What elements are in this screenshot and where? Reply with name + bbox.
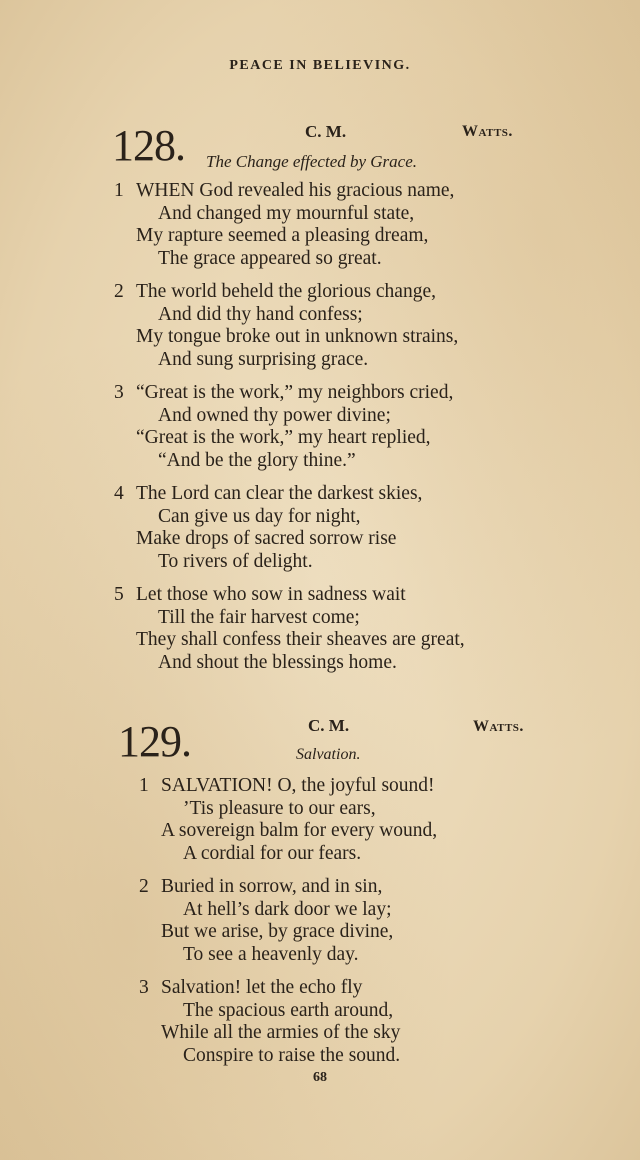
stanza-line: And did thy hand confess; <box>158 303 363 325</box>
stanza-line <box>114 180 454 203</box>
stanza-line: To rivers of delight. <box>158 550 313 572</box>
stanza-line: While all the armies of the sky <box>161 1022 401 1043</box>
stanza-2 <box>139 876 393 966</box>
stanza-line-text: Salvation! let the echo fly <box>161 977 363 998</box>
stanza-line: But we arise, by grace divine, <box>161 921 394 942</box>
stanza-number: 4 <box>114 483 124 504</box>
hymn-number: 128. <box>112 121 185 170</box>
stanza-line: To see a heavenly day. <box>183 943 359 965</box>
stanza-3 <box>114 382 453 472</box>
stanza-5 <box>114 584 465 674</box>
hymn-author: Watts. <box>473 718 524 735</box>
stanza-line <box>139 977 400 1000</box>
stanza-line <box>139 775 437 798</box>
stanza-line-text: The Lord can clear the darkest skies, <box>136 483 423 504</box>
stanza-line-text: The world beheld the glorious change, <box>136 281 436 302</box>
stanza-line-text: SALVATION! O, the joyful sound! <box>161 775 435 796</box>
stanza-line: And sung surprising grace. <box>158 348 369 370</box>
hymn-number: 129. <box>118 717 191 766</box>
stanza-line <box>114 483 422 506</box>
stanza-line: The grace appeared so great. <box>158 247 382 269</box>
stanza-1 <box>139 775 437 865</box>
stanza-2 <box>114 281 458 371</box>
stanza-number: 2 <box>114 281 124 302</box>
stanza-line: And changed my mournful state, <box>158 202 415 224</box>
stanza-line: And owned thy power divine; <box>158 404 391 426</box>
stanza-line <box>139 876 393 899</box>
hymn-author: Watts. <box>462 123 513 140</box>
stanza-line: Conspire to raise the sound. <box>183 1044 401 1066</box>
stanza-number: 1 <box>139 775 149 796</box>
stanza-line-text: WHEN God revealed his gracious name, <box>136 180 455 201</box>
stanza-line: “Great is the work,” my heart replied, <box>136 427 431 448</box>
stanza-line: Till the fair harvest come; <box>158 606 360 628</box>
stanza-line: My tongue broke out in unknown strains, <box>136 326 459 347</box>
hymn-subtitle: The Change effected by Grace. <box>206 152 418 171</box>
stanza-line <box>114 281 458 304</box>
running-head: PEACE IN BELIEVING. <box>229 58 411 73</box>
stanza-number: 3 <box>139 977 149 998</box>
stanza-line: A cordial for our fears. <box>183 842 362 864</box>
stanza-line-text: Buried in sorrow, and in sin, <box>161 876 383 897</box>
stanza-line: “And be the glory thine.” <box>158 449 356 471</box>
stanza-line: They shall confess their sheaves are great, <box>136 629 465 650</box>
stanza-line: My rapture seemed a pleasing dream, <box>136 225 429 246</box>
hymn-subtitle: Salvation. <box>296 746 361 763</box>
stanza-line: At hell’s dark door we lay; <box>183 898 392 920</box>
stanza-line: Make drops of sacred sorrow rise <box>136 528 397 549</box>
hymn-meter: C. M. <box>308 716 350 735</box>
stanza-number: 3 <box>114 382 124 403</box>
hymn-meter: C. M. <box>305 122 347 141</box>
stanza-number: 5 <box>114 584 124 605</box>
stanza-line: And shout the blessings home. <box>158 651 397 673</box>
page-number: 68 <box>313 1070 327 1085</box>
stanza-1 <box>114 180 454 270</box>
stanza-number: 2 <box>139 876 149 897</box>
stanza-line <box>114 584 465 607</box>
stanza-3 <box>139 977 400 1067</box>
stanza-line <box>114 382 453 405</box>
stanza-line: Can give us day for night, <box>158 505 361 527</box>
stanza-number: 1 <box>114 180 124 201</box>
stanza-line-text: “Great is the work,” my neighbors cried, <box>136 382 454 403</box>
stanza-line: The spacious earth around, <box>183 999 394 1021</box>
stanza-4 <box>114 483 422 573</box>
stanza-line: ’Tis pleasure to our ears, <box>183 797 376 819</box>
stanza-line: A sovereign balm for every wound, <box>161 820 438 841</box>
stanza-line-text: Let those who sow in sadness wait <box>136 584 406 605</box>
